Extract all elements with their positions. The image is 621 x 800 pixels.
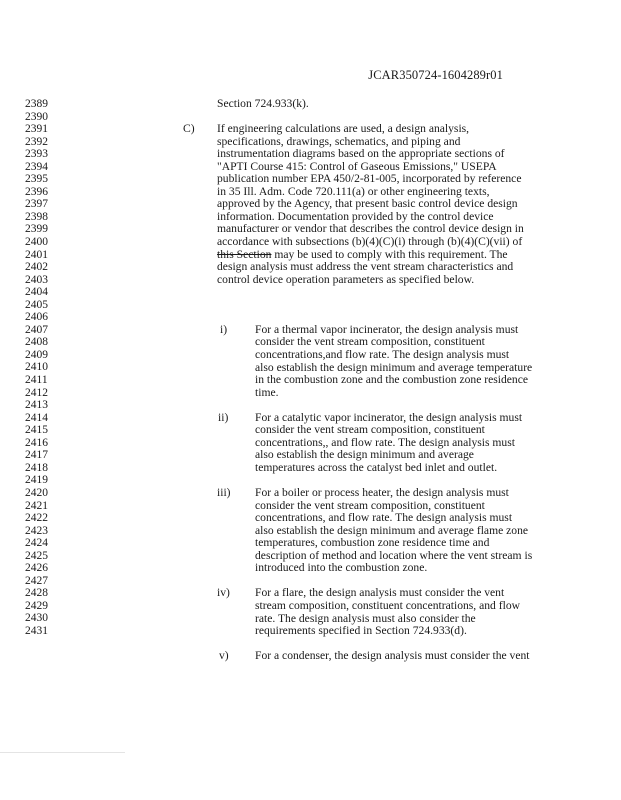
sub-item-line: consider the vent stream composition, constituent [255,423,485,437]
paragraph-line: approved by the Agency, that present basic control device design [217,197,518,211]
line-number: 2418 [25,461,48,474]
line-number: 2424 [25,537,48,550]
line-number: 2420 [25,486,48,499]
paragraph-c-label: C) [183,122,195,136]
sub-item-label: iii) [217,486,231,500]
line-number: 2407 [25,323,48,336]
sub-item-label: iv) [217,586,230,600]
line-number: 2394 [25,160,48,173]
line-number: 2398 [25,210,48,223]
line-number: 2402 [25,261,48,274]
paragraph-line: specifications, drawings, schematics, and piping and [217,134,461,148]
paragraph-line: design analysis must address the vent stream characteristics and [217,260,514,274]
line-number: 2417 [25,449,48,462]
sub-item-line: consider the vent stream composition, constituent [255,498,485,512]
sub-item-line: temperatures across the catalyst bed inlet and outlet. [255,460,498,474]
line-number: 2390 [25,110,48,123]
line-number: 2400 [25,236,48,249]
line-number: 2409 [25,348,48,361]
paragraph-line: If engineering calculations are used, a design analysis, [217,122,470,136]
line-number: 2411 [25,374,48,387]
sub-item-line: consider the vent stream composition, constituent [255,335,485,349]
line-number: 2413 [25,399,48,412]
paragraph-line: instrumentation diagrams based on the appropriate sections of [217,147,505,161]
footer-divider [0,752,125,753]
line-number: 2405 [25,298,48,311]
line-number: 2397 [25,198,48,211]
line-number: 2404 [25,286,48,299]
paragraph-line: publication number EPA 450/2-81-005, incorporated by reference [217,172,522,186]
sub-item-line: temperatures, combustion zone residence time and [255,536,490,550]
sub-item-line: For a catalytic vapor incinerator, the design analysis must [255,410,523,424]
sub-item-line: For a flare, the design analysis must consider the vent [255,586,505,600]
line-number: 2414 [25,411,48,424]
sub-item-line: concentrations,and flow rate. The design analysis must [255,347,510,361]
line-number: 2401 [25,248,48,261]
line-number: 2392 [25,135,48,148]
line-number: 2430 [25,612,48,625]
sub-item-line: rate. The design analysis must also consider the [255,611,476,625]
line-number: 2419 [25,474,48,487]
sub-item-line: For a thermal vapor incinerator, the design analysis must [255,322,519,336]
line-number: 2428 [25,587,48,600]
paragraph-line: control device operation parameters as specified below. [217,272,475,286]
line-number: 2403 [25,273,48,286]
sub-item-line: concentrations, and flow rate. The design analysis must [255,511,513,525]
line-number: 2423 [25,524,48,537]
line-number: 2399 [25,223,48,236]
sub-item-label: v) [219,649,229,663]
line-number: 2429 [25,599,48,612]
sub-item-line: time. [255,385,279,399]
line-number: 2408 [25,336,48,349]
section-reference-line: Section 724.933(k). [217,97,309,110]
line-number: 2426 [25,562,48,575]
line-number: 2391 [25,123,48,136]
sub-item-line: also establish the design minimum and average flame zone [255,523,529,537]
paragraph-line: accordance with subsections (b)(4)(C)(i) through (b)(4)(C)(vii) of [217,235,523,249]
sub-item-line: in the combustion zone and the combustion zone residence [255,373,529,387]
line-number: 2416 [25,436,48,449]
paragraph-line: manufacturer or vendor that describes the control device design in [217,222,524,236]
line-number: 2412 [25,386,48,399]
line-number: 2422 [25,512,48,525]
line-number: 2410 [25,361,48,374]
line-number: 2427 [25,574,48,587]
line-number: 2395 [25,173,48,186]
paragraph-line-rest: may be used to comply with this requirement. The [271,247,508,261]
struck-text: this Section [217,247,272,261]
line-number: 2406 [25,311,48,324]
sub-item-line: For a condenser, the design analysis must consider the vent [255,649,530,663]
paragraph-line: information. Documentation provided by the control device [217,209,494,223]
sub-item-label: i) [220,322,228,336]
document-id: JCAR350724-1604289r01 [368,68,503,82]
sub-item-line: description of method and location where the vent stream is [255,548,533,562]
line-number: 2425 [25,549,48,562]
sub-item-label: ii) [218,410,229,424]
line-number: 2421 [25,499,48,512]
sub-item-line: requirements specified in Section 724.933(d). [255,624,467,638]
line-number: 2431 [25,624,48,637]
line-number: 2415 [25,424,48,437]
line-number: 2393 [25,148,48,161]
sub-item-line: concentrations,, and flow rate. The design analysis must [255,435,515,449]
sub-item-line: introduced into the combustion zone. [255,561,428,575]
paragraph-line: in 35 Ill. Adm. Code 720.111(a) or other engineering texts, [217,184,490,198]
sub-item-line: stream composition, constituent concentrations, and flow [255,598,520,612]
sub-item-line: also establish the design minimum and average [255,448,474,462]
line-number: 2389 [25,98,48,110]
line-number-column [25,98,65,638]
sub-item-line: also establish the design minimum and average temperature [255,360,533,374]
sub-item-line: For a boiler or process heater, the design analysis must [255,486,509,500]
line-number: 2396 [25,185,48,198]
paragraph-line: "APTI Course 415: Control of Gaseous Emissions," USEPA [217,159,497,173]
